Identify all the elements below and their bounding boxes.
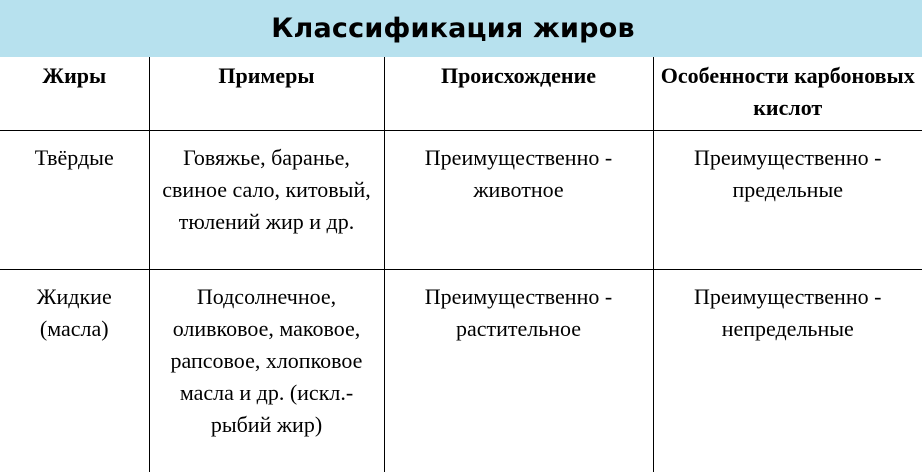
column-header-origin: Происхождение <box>384 57 653 131</box>
cell-fat-type: Жидкие (масла) <box>0 270 149 472</box>
table-header-row <box>0 57 922 131</box>
cell-examples: Говяжье, баранье, свиное сало, китовый, тюлений жир и др. <box>149 131 384 270</box>
title-bar <box>0 0 922 57</box>
column-header-acids: Особенности карбоновых кислот <box>653 57 922 131</box>
cell-fat-type: Твёрдые <box>0 131 149 270</box>
table-row <box>0 270 922 472</box>
cell-origin: Преимущественно - животное <box>384 131 653 270</box>
column-header-fats: Жиры <box>0 57 149 131</box>
cell-examples: Подсолнечное, оливковое, маковое, рапсовое, хлопковое масла и др. (искл.- рыбий жир) <box>149 270 384 472</box>
fats-classification-table <box>0 57 922 472</box>
cell-acids: Преимущественно - непредельные <box>653 270 922 472</box>
cell-acids: Преимущественно - предельные <box>653 131 922 270</box>
table-row <box>0 131 922 270</box>
column-header-examples: Примеры <box>149 57 384 131</box>
cell-origin: Преимущественно - растительное <box>384 270 653 472</box>
page-title: Классификация жиров <box>271 13 635 44</box>
